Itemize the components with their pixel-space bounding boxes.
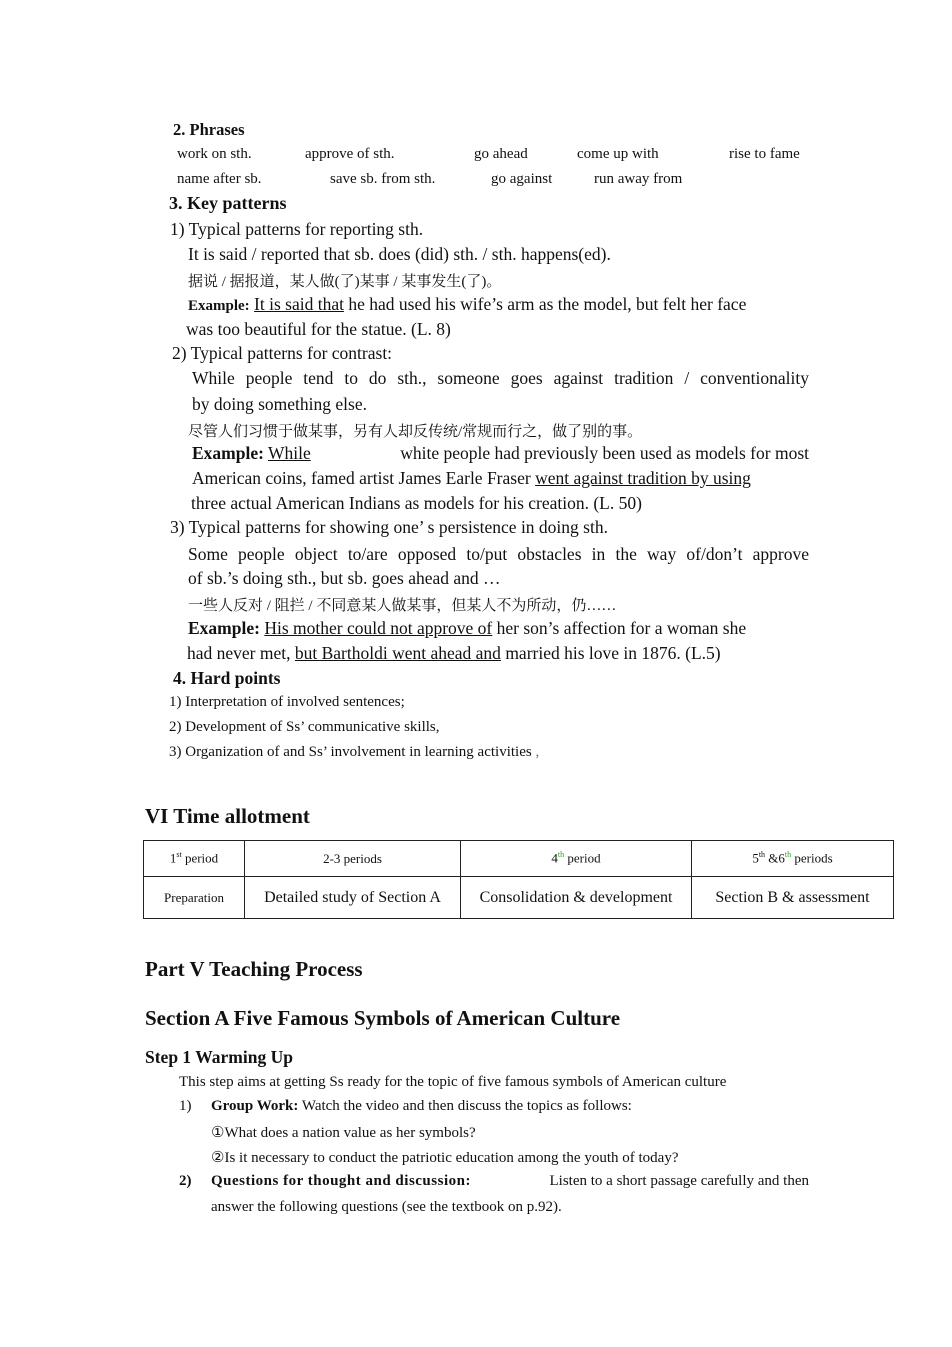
phrase-item: rise to fame: [729, 146, 800, 162]
item-text: Listen to a short passage carefully and then: [549, 1173, 809, 1189]
list-item-line: answer the following questions (see the textbook on p.92).: [211, 1199, 562, 1215]
pattern-title: 1) Typical patterns for reporting sth.: [170, 219, 424, 239]
pattern-formula: While people tend to do sth., someone goes against tradition / conventionality: [192, 368, 809, 388]
example-label: Example:: [188, 298, 250, 314]
item-text: Watch the video and then discuss the topics as follows:: [298, 1098, 632, 1114]
pattern-formula-line: of sb.’s doing sth., but sb. goes ahead and …: [188, 568, 501, 588]
step-intro: This step aims at getting Ss ready for the topic of five famous symbols of American culture: [179, 1074, 727, 1090]
pattern-example: [188, 618, 746, 639]
table-cell: Consolidation & development: [461, 877, 692, 919]
pattern-example-line: was too beautiful for the statue. (L. 8): [186, 319, 451, 339]
table-cell: Preparation: [144, 877, 245, 919]
pattern-example: [192, 443, 809, 464]
part-heading: Part V Teaching Process: [145, 957, 363, 981]
step-heading: Step 1 Warming Up: [145, 1047, 293, 1067]
phrase-item: go ahead: [474, 146, 528, 162]
example-text: he had used his wife’s arm as the model, but felt her face: [343, 294, 747, 314]
list-number: 1): [179, 1098, 192, 1114]
pattern-example-line: [192, 468, 751, 489]
key-patterns-heading: 3. Key patterns: [169, 193, 287, 213]
example-underlined: It is said that: [254, 294, 344, 314]
item-label: Questions for thought and discussion:: [211, 1173, 471, 1189]
hard-point-item: [169, 744, 539, 761]
time-allotment-heading: VI Time allotment: [145, 804, 310, 828]
example-underlined: but Bartholdi went ahead and: [294, 643, 501, 663]
pattern-formula: It is said / reported that sb. does (did) sth. / sth. happens(ed).: [188, 244, 611, 264]
example-text: had never met,: [187, 643, 295, 663]
list-number: 2): [179, 1173, 192, 1189]
table-cell: Detailed study of Section A: [245, 877, 461, 919]
section-heading: Section A Five Famous Symbols of American Culture: [145, 1006, 621, 1030]
table-header-cell: 5th &6th periods: [692, 841, 894, 877]
phrase-item: approve of sth.: [305, 146, 395, 162]
hard-point-text: 3) Organization of and Ss’ involvement in learning activities: [169, 744, 536, 760]
pattern-title: 2) Typical patterns for contrast:: [172, 343, 393, 363]
pattern-title: 3) Typical patterns for showing one’ s persistence in doing sth.: [170, 517, 608, 537]
list-item: [211, 1098, 632, 1115]
example-label: Example:: [188, 618, 260, 638]
table-header-cell: 2-3 periods: [245, 841, 461, 877]
pattern-chinese: 尽管人们习惯于做某事，另有人却反传统/常规而行之，做了别的事。: [188, 424, 643, 440]
example-underlined: While: [268, 443, 311, 463]
example-underlined: went against tradition by using: [535, 468, 751, 488]
pattern-example: [188, 294, 746, 315]
table-row: [144, 877, 894, 919]
example-text: American coins, famed artist James Earle Fraser: [192, 468, 536, 488]
table-header-row: [144, 841, 894, 877]
example-text: white people had previously been used as models for most: [400, 443, 809, 463]
example-label: Example:: [192, 443, 264, 463]
hard-points-heading: 4. Hard points: [173, 668, 281, 688]
example-text: her son’s affection for a woman she: [492, 618, 747, 638]
pattern-chinese: 据说 / 据报道，某人做(了)某事 / 某事发生(了)。: [188, 274, 502, 290]
pattern-formula-line: by doing something else.: [192, 394, 367, 414]
discussion-question: ①What does a nation value as her symbols?: [211, 1125, 476, 1141]
phrase-item: save sb. from sth.: [330, 171, 436, 187]
table-cell: Section B & assessment: [692, 877, 894, 919]
phrase-item: come up with: [577, 146, 659, 162]
phrase-item: go against: [491, 171, 553, 187]
time-allotment-table: [143, 840, 894, 919]
trailing-comma: ,: [535, 744, 540, 760]
example-underlined: His mother could not approve of: [264, 618, 493, 638]
phrase-item: run away from: [594, 171, 683, 187]
pattern-chinese: 一些人反对 / 阻拦 / 不同意某人做某事，但某人不为所动，仍……: [188, 598, 617, 614]
discussion-question: ②Is it necessary to conduct the patriotic education among the youth of today?: [211, 1150, 679, 1166]
list-item: [211, 1173, 809, 1190]
phrase-item: name after sb.: [177, 171, 262, 187]
table-header-cell: 4th period: [461, 841, 692, 877]
phrase-item: work on sth.: [177, 146, 252, 162]
phrases-heading: 2. Phrases: [173, 120, 245, 139]
pattern-example-line: [187, 643, 721, 664]
item-label: Group Work:: [211, 1098, 299, 1114]
hard-point-item: 2) Development of Ss’ communicative skills,: [169, 719, 440, 735]
pattern-formula: Some people object to/are opposed to/put obstacles in the way of/don’t approve: [188, 544, 809, 564]
example-text: married his love in 1876. (L.5): [500, 643, 721, 663]
table-header-cell: 1st period: [144, 841, 245, 877]
hard-point-item: 1) Interpretation of involved sentences;: [169, 694, 405, 710]
pattern-example-line: three actual American Indians as models for his creation. (L. 50): [191, 493, 642, 513]
